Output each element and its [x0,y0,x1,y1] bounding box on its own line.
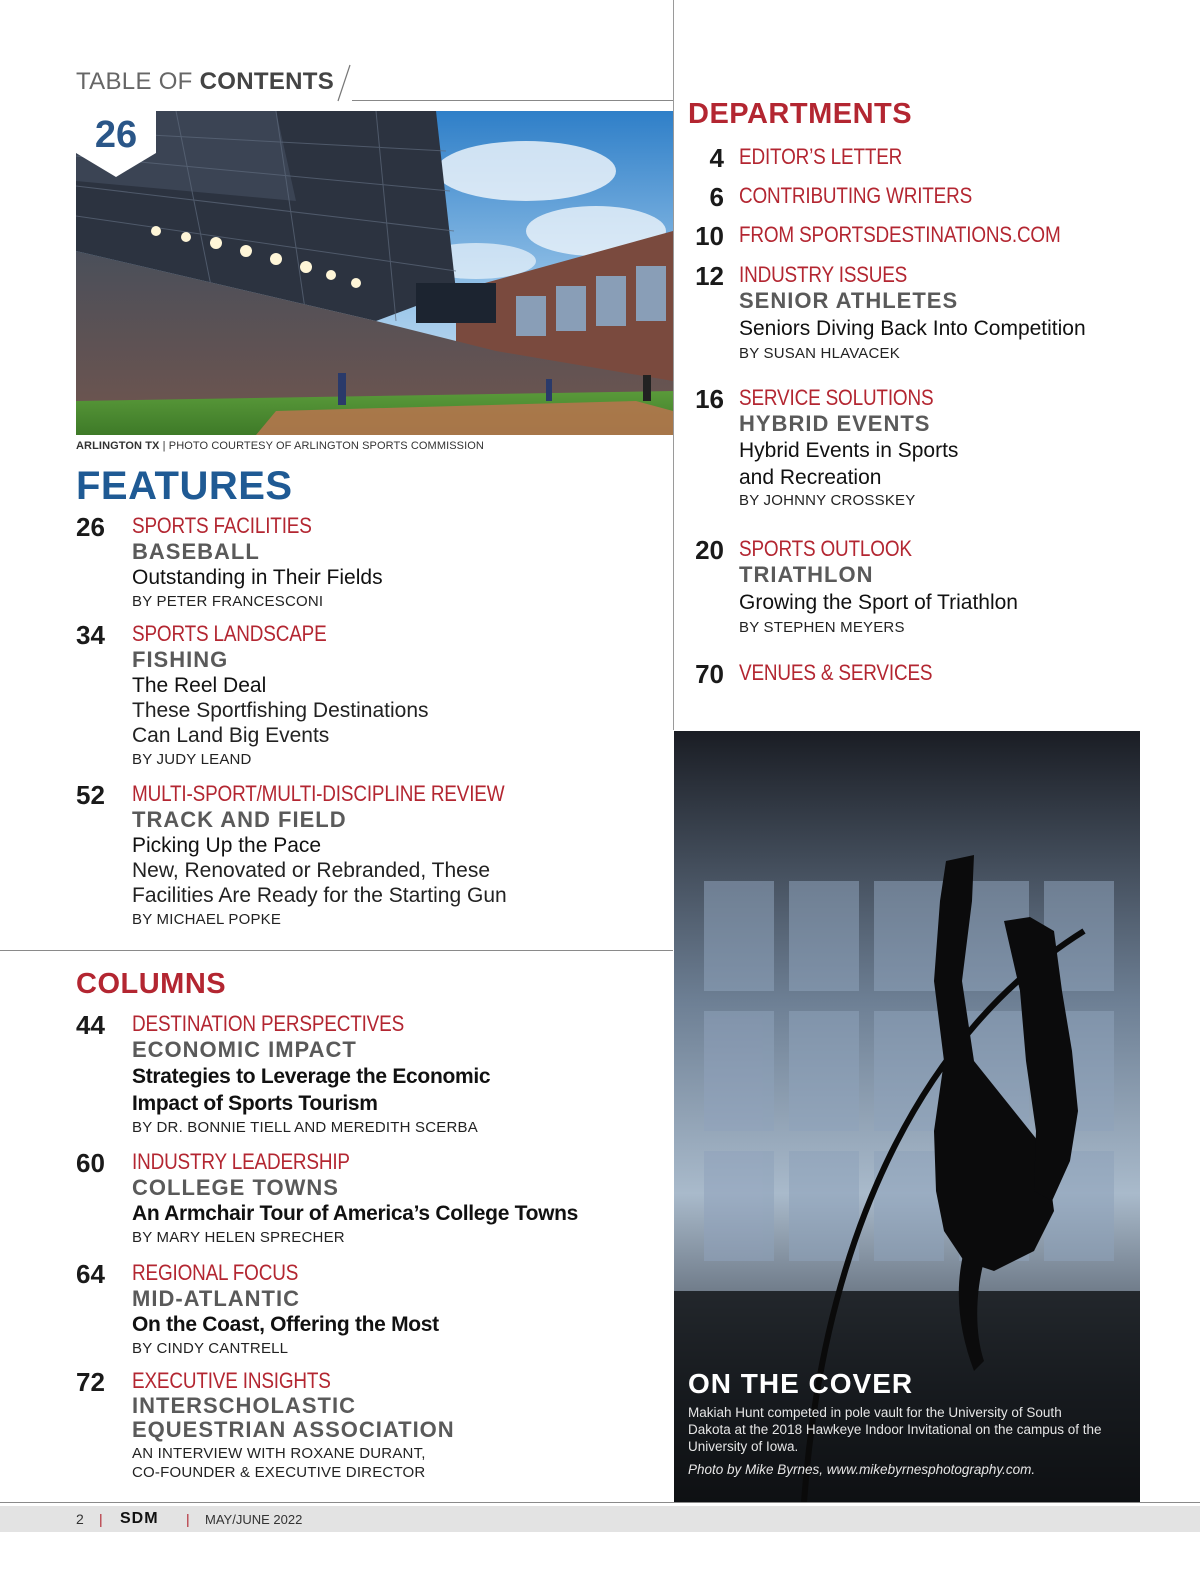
entry-byline: BY MICHAEL POPKE [132,911,282,928]
entry-title: Growing the Sport of Triathlon [739,591,1018,614]
entry-page-number: 16 [695,384,724,414]
entry-category: INDUSTRY ISSUES [739,262,908,287]
caption-location: ARLINGTON TX [76,440,160,452]
departments-heading: DEPARTMENTS [688,98,913,130]
entry-topic: BASEBALL [132,539,260,564]
entry-subtitle: Facilities Are Ready for the Starting Gun [132,884,507,907]
entry-page-number: 20 [695,535,724,565]
footer-brand: SDM [120,1510,159,1527]
entry-title: The Reel Deal [132,674,267,697]
title-slash-decoration [337,64,351,102]
entry-topic: MID-ATLANTIC [132,1286,300,1311]
footer-divider [0,1502,1200,1503]
features-heading: FEATURES [76,464,293,508]
page-footer [0,1506,1200,1532]
column-divider [673,0,674,730]
entry-category: FROM SPORTSDESTINATIONS.COM [739,222,1061,247]
entry-subtitle: These Sportfishing Destinations [132,699,429,722]
entry-title: Outstanding in Their Fields [132,566,383,589]
entry-page-number: 6 [709,182,724,212]
entry-title: Strategies to Leverage the Economic [132,1065,491,1088]
entry-category: EDITOR’S LETTER [739,144,903,169]
entry-title: and Recreation [739,466,882,489]
entry-topic: INTERSCHOLASTIC [132,1393,356,1418]
entry-byline: BY JOHNNY CROSSKEY [739,492,916,509]
entry-topic: FISHING [132,647,229,672]
entry-page-number: 44 [76,1010,105,1040]
entry-category: DESTINATION PERSPECTIVES [132,1011,405,1036]
page-title [76,68,334,96]
entry-title: On the Coast, Offering the Most [132,1313,439,1336]
page-title-bold: CONTENTS [199,68,335,95]
entry-title: An Armchair Tour of America’s College Towns [132,1202,579,1225]
entry-category: SPORTS OUTLOOK [739,536,912,561]
footer-page-number: 2 [76,1511,84,1527]
entry-category: SPORTS LANDSCAPE [132,621,327,646]
entry-byline: BY DR. BONNIE TIELL AND MEREDITH SCERBA [132,1119,478,1136]
cover-heading: ON THE COVER [688,1368,914,1399]
entry-page-number: 64 [76,1259,105,1289]
entry-page-number: 52 [76,780,105,810]
entry-category: INDUSTRY LEADERSHIP [132,1149,350,1174]
section-divider [0,950,673,951]
entry-byline: BY PETER FRANCESCONI [132,593,324,610]
entry-page-number: 10 [695,221,724,251]
entry-page-number: 26 [76,512,105,542]
entry-topic: HYBRID EVENTS [739,411,931,436]
entry-title: Seniors Diving Back Into Competition [739,317,1086,340]
entry-title: Hybrid Events in Sports [739,439,959,462]
entry-byline: BY JUDY LEAND [132,751,252,768]
entry-title: Impact of Sports Tourism [132,1092,378,1115]
entry-subtitle: New, Renovated or Rebranded, These [132,859,491,882]
entry-topic: TRACK AND FIELD [132,807,347,832]
cover-photo-credit: Photo by Mike Byrnes, www.mikebyrnesphotography.com. [688,1462,1036,1477]
entry-category: VENUES & SERVICES [739,660,933,685]
entry-category: SPORTS FACILITIES [132,513,312,538]
entry-byline: BY MARY HELEN SPRECHER [132,1229,345,1246]
entry-category: REGIONAL FOCUS [132,1260,299,1285]
entry-page-number: 60 [76,1148,105,1178]
entry-page-number: 72 [76,1367,105,1397]
footer-separator: | [99,1511,103,1527]
page-badge-number: 26 [94,114,138,156]
entry-page-number: 4 [709,143,724,173]
page-title-light: TABLE OF [76,68,200,95]
entry-topic: TRIATHLON [739,562,874,587]
entry-topic: ECONOMIC IMPACT [132,1037,357,1062]
entry-topic: SENIOR ATHLETES [739,288,959,313]
entry-subtitle: Can Land Big Events [132,724,330,747]
entry-category: MULTI-SPORT/MULTI-DISCIPLINE REVIEW [132,781,505,806]
entry-topic: EQUESTRIAN ASSOCIATION [132,1417,455,1442]
entry-page-number: 70 [695,659,724,689]
title-rule [352,100,673,101]
photo-caption [76,440,484,452]
entry-byline: AN INTERVIEW WITH ROXANE DURANT, [132,1445,426,1462]
entry-page-number: 12 [695,261,724,291]
entry-category: EXECUTIVE INSIGHTS [132,1368,331,1393]
entry-byline: CO-FOUNDER & EXECUTIVE DIRECTOR [132,1464,426,1481]
entry-category: SERVICE SOLUTIONS [739,385,934,410]
entry-title: Picking Up the Pace [132,834,322,857]
caption-credit: | PHOTO COURTESY OF ARLINGTON SPORTS COMMISSION [159,440,484,452]
entry-topic: COLLEGE TOWNS [132,1175,339,1200]
columns-heading: COLUMNS [76,968,227,1000]
footer-issue-date: MAY/JUNE 2022 [205,1512,303,1527]
footer-separator: | [186,1511,190,1527]
stadium-photo [76,111,673,435]
entry-byline: BY SUSAN HLAVACEK [739,345,900,362]
entry-page-number: 34 [76,620,105,650]
entry-byline: BY CINDY CANTRELL [132,1340,289,1357]
cover-description: Makiah Hunt competed in pole vault for the University of South Dakota at the 2018 Hawkeye Indoor Invitational on the campus of the University of Iowa. [688,1405,1102,1454]
entry-category: CONTRIBUTING WRITERS [739,183,973,208]
entry-byline: BY STEPHEN MEYERS [739,619,905,636]
